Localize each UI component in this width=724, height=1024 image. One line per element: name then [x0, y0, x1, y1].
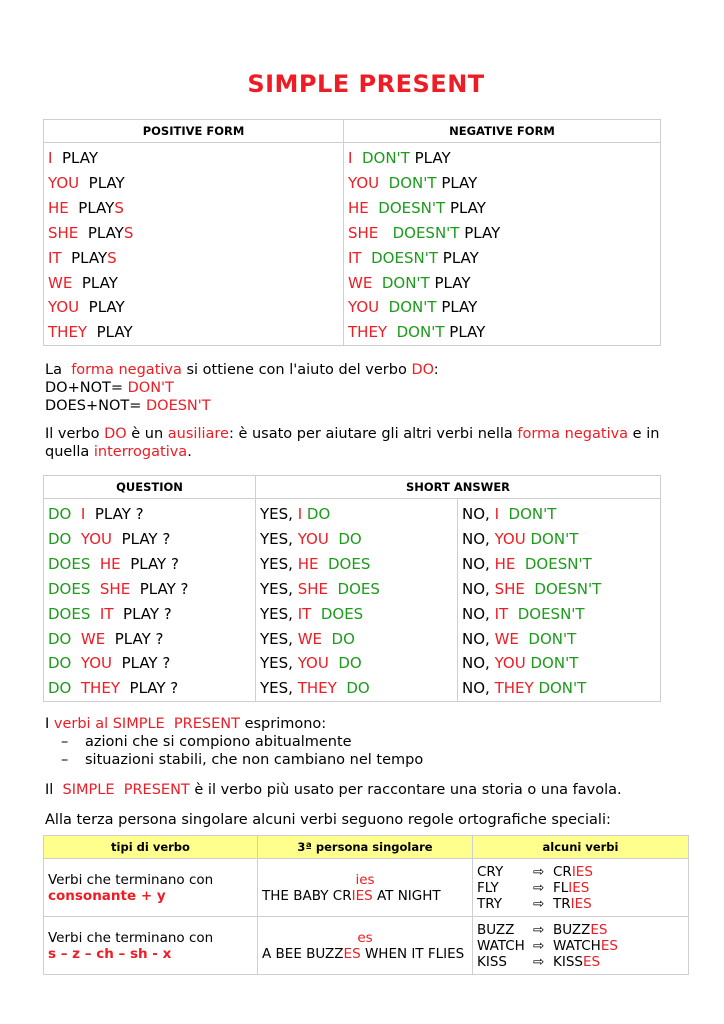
no-answer-cell: [458, 499, 661, 702]
text-segment: IT: [297, 604, 312, 623]
no-answer-line: [462, 651, 657, 676]
text-segment: PLAY ?: [130, 579, 189, 598]
storytelling-note: [45, 781, 685, 799]
text-segment: forma negativa: [71, 362, 182, 378]
text-segment: DON'T: [533, 679, 587, 698]
text-segment: DON'T: [518, 629, 577, 648]
text-segment: PLAY ?: [119, 679, 179, 698]
no-answer-line: [462, 602, 657, 627]
verb-type-description: Verbi che terminano con: [48, 929, 214, 946]
text-segment: YES,: [260, 629, 298, 648]
text-segment: forma negativa: [517, 426, 629, 442]
text-segment: YOU: [71, 654, 113, 673]
text-segment: NO,: [462, 604, 495, 623]
page-title: SIMPLE PRESENT: [247, 70, 485, 98]
spelling-table-header: [44, 836, 689, 859]
text-segment: NO,: [462, 529, 495, 548]
text-segment: NO,: [462, 579, 495, 598]
verb-base: KISS: [477, 953, 507, 970]
third-person-cell: [258, 917, 473, 975]
yes-answer-cell: [256, 499, 458, 702]
text-segment: DO: [328, 654, 362, 673]
verb-result-segment: ES: [590, 921, 608, 938]
question-line: [48, 602, 252, 627]
paragraph-line: [45, 425, 685, 443]
text-segment: DO+NOT=: [45, 380, 128, 396]
text-segment: è il verbo più usato per raccontare una storia o una favola.: [189, 782, 622, 798]
text-segment: DOESN'T: [145, 398, 211, 414]
text-segment: WE: [348, 273, 373, 292]
positive-form-line: [48, 320, 340, 345]
text-segment: DO: [48, 629, 72, 648]
verb-type-description: Verbi che terminano con: [48, 871, 214, 888]
text-segment: PLAY: [61, 248, 108, 267]
text-segment: SHE: [48, 223, 79, 242]
verb-example: [477, 938, 684, 954]
verb-result-segment: IES: [571, 863, 593, 880]
paragraph-line: [45, 443, 685, 461]
positive-form-line: [48, 295, 340, 320]
text-segment: interrogativa: [93, 444, 188, 460]
text-segment: DON'T: [525, 529, 579, 548]
text-segment: I: [297, 505, 303, 523]
question-cell: [44, 499, 256, 702]
text-segment: DO: [328, 529, 362, 548]
negative-form-line: [348, 171, 657, 196]
short-answer-header: SHORT ANSWER: [256, 476, 661, 499]
text-segment: :: [433, 362, 439, 378]
text-segment: HE: [297, 554, 319, 573]
text-segment: PLAY: [79, 298, 125, 317]
arrow-right-icon: ⇨: [533, 921, 545, 938]
text-segment: NO,: [462, 654, 495, 673]
text-segment: YES,: [260, 529, 298, 548]
forms-table-header: [44, 120, 661, 143]
text-segment: DO: [302, 505, 331, 523]
verb-result-segment: TR: [553, 895, 571, 912]
text-segment: NO,: [462, 554, 495, 573]
positive-form-cell: [44, 143, 344, 346]
no-answer-line: [462, 552, 657, 577]
text-segment: : è usato per aiutare gli altri verbi nella: [228, 426, 518, 442]
text-segment: si ottiene con l'aiuto del verbo: [181, 362, 412, 378]
text-segment: HE: [90, 554, 121, 573]
bullet-dash-icon: –: [61, 752, 69, 768]
text-segment: ausiliare: [167, 426, 229, 442]
verb-base: TRY: [477, 895, 503, 912]
text-segment: DO: [48, 529, 72, 548]
negative-form-line: [348, 295, 657, 320]
arrow-right-icon: ⇨: [533, 895, 545, 912]
bullet-text: situazioni stabili, che non cambiano nel tempo: [85, 752, 424, 768]
text-segment: DON'T: [525, 654, 579, 673]
text-segment: e in: [628, 426, 660, 442]
text-segment: YES,: [260, 505, 298, 523]
text-segment: DON'T: [387, 323, 445, 342]
text-segment: S: [107, 248, 117, 267]
verb-result-segment: WATCH: [553, 937, 601, 954]
text-segment: THEY: [297, 679, 337, 698]
verb-type-ending: s – z – ch – sh - x: [48, 945, 172, 962]
negative-form-line: [348, 146, 657, 171]
text-segment: I: [48, 149, 53, 167]
verb-type-ending: consonante + y: [48, 887, 166, 904]
text-segment: Il: [45, 782, 63, 798]
text-segment: PLAY ?: [113, 604, 172, 623]
positive-form-line: [48, 246, 340, 271]
question-line: [48, 627, 252, 652]
negative-form-header: NEGATIVE FORM: [344, 120, 661, 143]
question-header: QUESTION: [44, 476, 256, 499]
positive-form-line: [48, 146, 340, 171]
example-verbs-header: alcuni verbi: [473, 836, 689, 859]
text-segment: NO,: [462, 629, 495, 648]
text-segment: YOU: [71, 529, 113, 548]
text-segment: SHE: [90, 579, 131, 598]
yes-answer-line: [260, 651, 454, 676]
text-segment: PLAY: [444, 323, 486, 342]
text-segment: IT: [90, 604, 114, 623]
text-segment: SHE: [297, 579, 328, 598]
negative-form-line: [348, 196, 657, 221]
text-segment: IT: [348, 248, 362, 267]
positive-form-line: [48, 271, 340, 296]
negative-form-line: [348, 320, 657, 345]
verb-result-segment: ES: [582, 953, 601, 970]
negative-form-line: [348, 271, 657, 296]
text-segment: DOES: [48, 579, 91, 598]
forms-table: [43, 119, 661, 346]
question-line: [48, 552, 252, 577]
text-segment: PLAY: [79, 173, 125, 192]
arrow-right-icon: ⇨: [533, 937, 545, 954]
questions-table-body: [44, 499, 661, 702]
text-segment: DO: [104, 426, 127, 442]
text-segment: WHEN IT FLIES: [360, 945, 465, 962]
text-segment: THEY: [348, 323, 388, 342]
example-sentence: [262, 946, 468, 962]
spelling-rule-row: [44, 917, 689, 975]
text-segment: DOESN'T: [508, 604, 585, 623]
yes-answer-line: [260, 552, 454, 577]
text-segment: PLAY: [436, 298, 478, 317]
text-segment: I: [45, 716, 54, 732]
text-segment: PLAY: [78, 223, 124, 242]
text-segment: DOES: [48, 604, 91, 623]
verb-type-header: tipi di verbo: [44, 836, 258, 859]
no-answer-line: [462, 627, 657, 652]
text-segment: esprimono:: [239, 716, 327, 732]
text-segment: THEY: [48, 323, 88, 342]
text-segment: YOU: [48, 298, 80, 317]
forms-table-body: [44, 143, 661, 346]
text-segment: YOU: [494, 654, 526, 673]
spelling-table-body: [44, 859, 689, 975]
text-segment: SIMPLE PRESENT: [62, 782, 190, 798]
paragraph-line: [45, 715, 685, 733]
text-segment: YES,: [260, 554, 298, 573]
text-segment: HE: [348, 198, 369, 217]
paragraph-line: [45, 361, 685, 379]
text-segment: WE: [297, 629, 323, 648]
verb-result-segment: BUZZ: [553, 921, 591, 938]
text-segment: YOU: [297, 529, 329, 548]
text-segment: PLAY: [52, 149, 98, 167]
third-person-cell: [258, 859, 473, 917]
verb-result-segment: KISS: [553, 953, 583, 970]
text-segment: YES,: [260, 654, 298, 673]
text-segment: NO,: [462, 505, 495, 523]
verb-base: BUZZ: [477, 921, 515, 938]
suffix: ies: [355, 871, 375, 888]
yes-answer-line: [260, 577, 454, 602]
text-segment: DON'T: [372, 273, 430, 292]
yes-answer-line: [260, 627, 454, 652]
text-segment: DOES: [318, 554, 371, 573]
negative-form-explanation: [45, 361, 685, 415]
text-segment: DON'T: [379, 298, 437, 317]
verb-result-segment: IES: [568, 879, 590, 896]
spelling-rules-table: [43, 835, 689, 975]
arrow-right-icon: ⇨: [533, 879, 545, 896]
text-segment: A BEE BUZZ: [262, 945, 344, 962]
text-segment: .: [187, 444, 192, 460]
text-segment: THE BABY CR: [262, 887, 352, 904]
text-segment: DO: [411, 362, 434, 378]
negative-form-line: [348, 246, 657, 271]
text-segment: DO: [48, 679, 72, 698]
text-segment: DOES: [327, 579, 380, 598]
text-segment: DOESN'T: [515, 554, 592, 573]
text-segment: YES,: [260, 679, 298, 698]
positive-form-header: POSITIVE FORM: [44, 120, 344, 143]
text-segment: SHE: [348, 223, 379, 242]
text-segment: PLAY: [68, 198, 115, 217]
text-segment: DON'T: [499, 505, 557, 523]
spelling-rule-row: [44, 859, 689, 917]
text-segment: PLAY: [409, 149, 451, 167]
text-segment: PLAY ?: [112, 654, 171, 673]
text-segment: I: [494, 505, 500, 523]
text-segment: PLAY ?: [85, 505, 144, 523]
text-segment: DOES: [48, 554, 91, 573]
text-segment: DO: [322, 629, 355, 648]
verb-result-segment: ES: [600, 937, 618, 954]
negative-form-cell: [344, 143, 661, 346]
verb-example: [477, 864, 684, 880]
text-segment: quella: [45, 444, 94, 460]
text-segment: verbi al SIMPLE PRESENT: [53, 716, 240, 732]
text-segment: WE: [494, 629, 519, 648]
text-segment: Il verbo: [45, 426, 105, 442]
no-answer-line: [462, 527, 657, 552]
text-segment: HE: [494, 554, 516, 573]
no-answer-line: [462, 676, 657, 701]
verb-base: WATCH: [477, 937, 525, 954]
text-segment: PLAY ?: [120, 554, 179, 573]
no-answer-line: [462, 502, 657, 527]
text-segment: DOESN'T: [361, 248, 438, 267]
text-segment: DOESN'T: [368, 198, 446, 217]
text-segment: WE: [71, 629, 106, 648]
auxiliary-explanation: [45, 425, 685, 461]
verb-type-cell: [44, 859, 258, 917]
bullet-item: [45, 751, 685, 769]
example-verbs-cell: [473, 917, 689, 975]
text-segment: I: [348, 149, 353, 167]
text-segment: PLAY: [87, 323, 133, 342]
paragraph-line: [45, 379, 685, 397]
usage-explanation: [45, 715, 685, 769]
arrow-right-icon: ⇨: [533, 863, 545, 880]
text-segment: PLAY: [429, 273, 471, 292]
suffix: es: [357, 929, 373, 946]
text-segment: YES,: [260, 604, 298, 623]
text-segment: PLAY: [438, 248, 479, 267]
text-segment: DOES: [311, 604, 364, 623]
text-segment: PLAY: [459, 223, 501, 242]
question-line: [48, 577, 252, 602]
bullet-item: [45, 733, 685, 751]
yes-answer-line: [260, 502, 454, 527]
example-verbs-cell: [473, 859, 689, 917]
verb-example: [477, 954, 684, 970]
yes-answer-line: [260, 602, 454, 627]
text-segment: DOESN'T: [524, 579, 602, 598]
question-line: [48, 527, 252, 552]
text-segment: AT NIGHT: [372, 887, 441, 904]
question-line: [48, 502, 252, 527]
question-line: [48, 676, 252, 701]
text-segment: YOU: [494, 529, 526, 548]
text-segment: DO: [336, 679, 370, 698]
text-segment: DO: [48, 654, 72, 673]
text-segment: DON'T: [379, 173, 437, 192]
text-segment: DOES+NOT=: [45, 398, 146, 414]
spelling-rules-intro: Alla terza persona singolare alcuni verbi seguono regole ortografiche speciali:: [45, 812, 611, 828]
text-segment: IES: [351, 887, 373, 904]
bullet-dash-icon: –: [61, 734, 69, 750]
text-segment: PLAY: [445, 198, 486, 217]
arrow-right-icon: ⇨: [533, 953, 545, 970]
verb-type-cell: [44, 917, 258, 975]
text-segment: NO,: [462, 679, 495, 698]
text-segment: DOESN'T: [378, 223, 460, 242]
text-segment: YOU: [297, 654, 329, 673]
text-segment: PLAY: [72, 273, 118, 292]
text-segment: ES: [343, 945, 361, 962]
text-segment: SHE: [494, 579, 525, 598]
text-segment: YOU: [348, 298, 380, 317]
verb-result-segment: FL: [553, 879, 569, 896]
text-segment: La: [45, 362, 72, 378]
third-person-header: 3ª persona singolare: [258, 836, 473, 859]
text-segment: DON'T: [127, 380, 174, 396]
verb-result-segment: CR: [553, 863, 572, 880]
text-segment: DON'T: [352, 149, 410, 167]
questions-table: [43, 475, 661, 702]
question-line: [48, 651, 252, 676]
verb-result-segment: IES: [570, 895, 592, 912]
verb-example: [477, 880, 684, 896]
text-segment: PLAY ?: [112, 529, 171, 548]
no-answer-line: [462, 577, 657, 602]
text-segment: S: [114, 198, 124, 217]
text-segment: WE: [48, 273, 73, 292]
text-segment: IT: [494, 604, 509, 623]
text-segment: è un: [126, 426, 168, 442]
text-segment: I: [71, 505, 86, 523]
negative-form-line: [348, 221, 657, 246]
text-segment: YOU: [348, 173, 380, 192]
text-segment: THEY: [71, 679, 120, 698]
example-sentence: [262, 888, 468, 904]
bullet-text: azioni che si compiono abitualmente: [85, 734, 352, 750]
text-segment: S: [123, 223, 134, 242]
text-segment: DO: [48, 505, 72, 523]
verb-example: [477, 922, 684, 938]
text-segment: IT: [48, 248, 62, 267]
text-segment: THEY: [494, 679, 534, 698]
yes-answer-line: [260, 527, 454, 552]
verb-base: CRY: [477, 863, 504, 880]
text-segment: YES,: [260, 579, 298, 598]
text-segment: PLAY: [436, 173, 478, 192]
text-segment: PLAY ?: [105, 629, 164, 648]
questions-table-header: [44, 476, 661, 499]
paragraph-line: [45, 397, 685, 415]
positive-form-line: [48, 221, 340, 246]
positive-form-line: [48, 196, 340, 221]
positive-form-line: [48, 171, 340, 196]
text-segment: HE: [48, 198, 69, 217]
verb-base: FLY: [477, 879, 499, 896]
text-segment: YOU: [48, 173, 80, 192]
yes-answer-line: [260, 676, 454, 701]
verb-example: [477, 896, 684, 912]
